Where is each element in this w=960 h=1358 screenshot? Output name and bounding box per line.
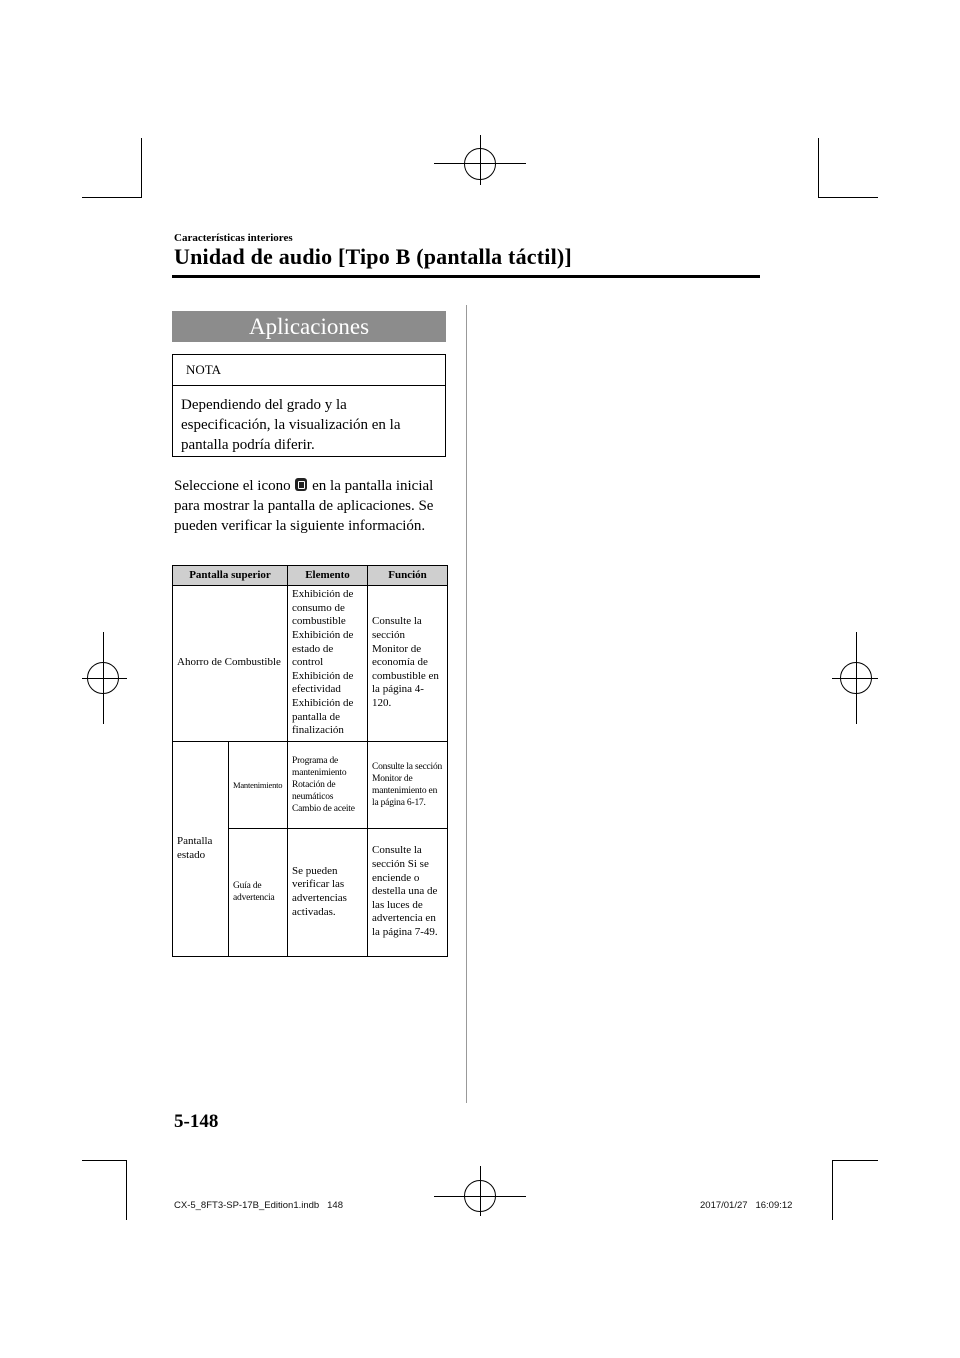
table-header: Pantalla superior xyxy=(173,566,288,586)
page-number: 5-148 xyxy=(174,1111,219,1132)
note-label: NOTA xyxy=(186,362,222,377)
note-box xyxy=(172,354,446,457)
note-divider xyxy=(173,385,445,386)
table-cell: Exhibición de consumo de combustible Exhibición de estado de control Exhibición de efectividad Exhibición de pantalla de finalización xyxy=(288,586,368,742)
table-cell: Se pueden verificar las advertencias activadas. xyxy=(288,829,368,957)
column-divider xyxy=(466,305,467,1103)
intro-text-before: Seleccione el icono xyxy=(174,478,291,494)
intro-text-after: en la pantalla inicial para mostrar la pantalla de aplicaciones. Se pueden verificar la siguiente información. xyxy=(174,478,434,534)
note-text: Dependiendo del grado y la especificación, la visualización en la pantalla podría diferir. xyxy=(181,397,401,453)
table-cell: Mantenimiento xyxy=(229,742,288,829)
table-header-row xyxy=(173,566,448,586)
table-row xyxy=(173,586,448,742)
table-cell: Consulte la sección Si se enciende o destella una de las luces de advertencia en la página 7-49. xyxy=(368,829,448,957)
table-cell: Programa de mantenimiento Rotación de neumáticos Cambio de aceite xyxy=(288,742,368,829)
section-label: Características interiores xyxy=(174,232,293,244)
table-row xyxy=(173,742,448,829)
table-header: Elemento xyxy=(288,566,368,586)
apps-icon xyxy=(295,478,307,491)
section-heading: Aplicaciones xyxy=(172,311,446,342)
table-cell: Guía de advertencia xyxy=(229,829,288,957)
table-cell: Pantalla estado xyxy=(173,742,229,957)
footer-file: CX-5_8FT3-SP-17B_Edition1.indb 148 xyxy=(174,1200,343,1211)
table-header: Función xyxy=(368,566,448,586)
table-cell: Ahorro de Combustible xyxy=(173,586,288,742)
intro-paragraph xyxy=(174,476,450,536)
applications-table xyxy=(172,565,448,957)
table-cell: Consulte la sección Monitor de economía de combustible en la página 4-120. xyxy=(368,586,448,742)
title-rule xyxy=(172,275,760,278)
table-cell: Consulte la sección Monitor de mantenimiento en la página 6-17. xyxy=(368,742,448,829)
footer-datetime: 2017/01/27 16:09:12 xyxy=(700,1200,793,1211)
page-title: Unidad de audio [Tipo B (pantalla táctil)] xyxy=(174,244,572,269)
